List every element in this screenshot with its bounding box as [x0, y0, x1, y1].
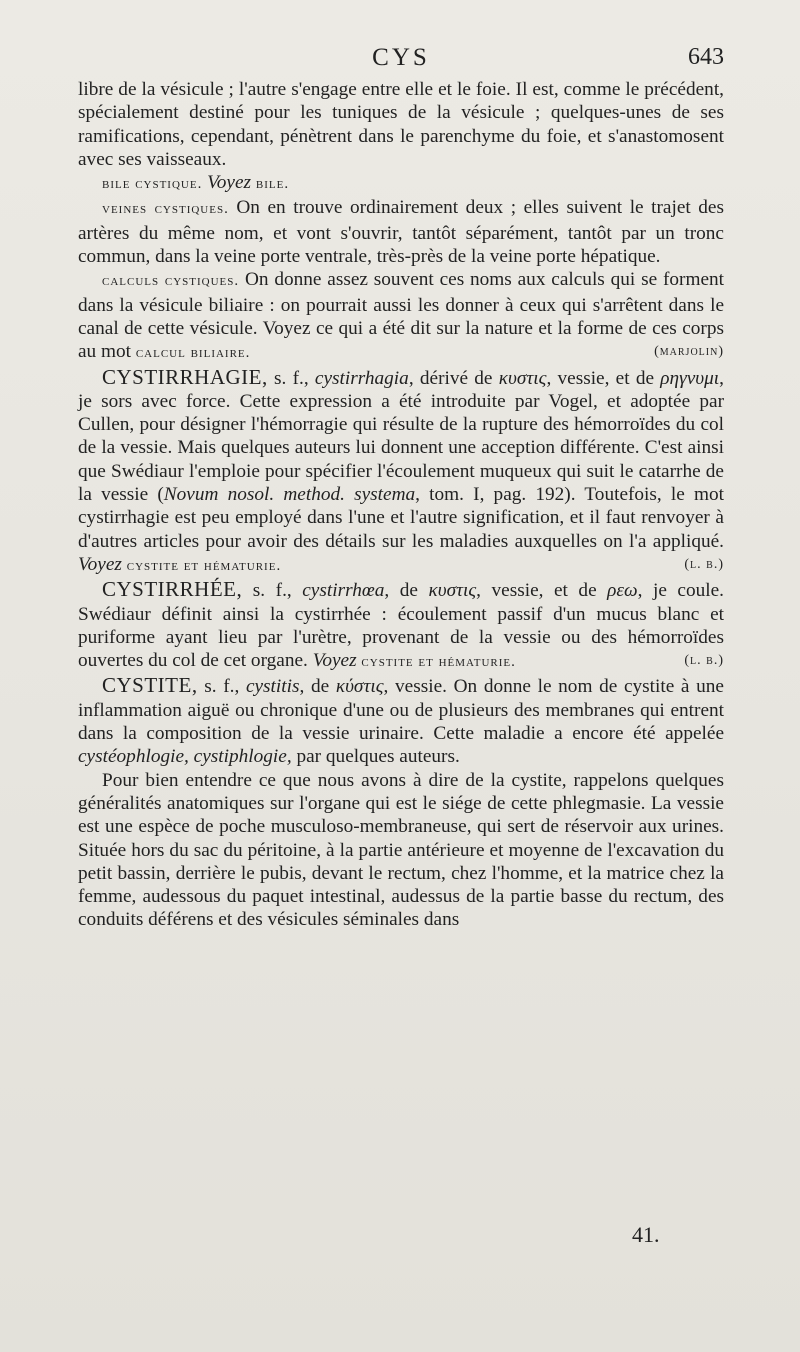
greek-term: ρεω [607, 580, 638, 602]
entry-text: On donne assez souvent ces noms aux calculs qui se forment dans la vésicule biliaire : on pourrait aussi les donner à ceux qui s'arrêtent dans le canal de cette vésicule. Voyez ce qui a été dit sur la nature et la forme de ces corps au mot [78, 269, 724, 363]
entry-term: bile cystique. [102, 176, 203, 193]
greek-term: κύστις [335, 676, 384, 698]
cross-reference: cystite et hématurie. [126, 557, 282, 574]
paragraph-anatomy: Pour bien entendre ce que nous avons à dire de la cystite, rappelons quelques généralités anatomiques sur l'organe qui est le siége de cette phlegmasie. La vessie est une espèce de poche musculoso-membraneuse, qui sert de réservoir aux urines. Située hors du sac du péritoine, à la partie antérieure et moyenne de l'excavation du petit bassin, derrière le pubis, devant le rectum, chez l'homme, et la matrice chez la femme, audessous du paquet intestinal, audessus de la partie basse du rectum, des conduits déférens et des vésicules séminales dans [78, 769, 724, 931]
entry-calculs-cystiques [78, 268, 724, 365]
entry-veines-cystiques [78, 196, 724, 268]
entry-text: , vessie, et de [476, 580, 597, 602]
signature-mark: 41. [632, 1222, 660, 1247]
entry-text: s. f., [204, 676, 240, 698]
greek-term: κυστις [428, 580, 477, 602]
running-head: CYS [372, 44, 430, 71]
entry-cystirrhee [78, 578, 724, 674]
entry-text: , vessie, et de [546, 367, 655, 389]
entry-headword: CYSTITE, [102, 673, 198, 698]
entry-term: calculs cystiques. [102, 273, 240, 290]
greek-term: κυστις [498, 367, 547, 389]
page-number: 643 [688, 44, 724, 70]
author-signature: (l. b.) [684, 653, 724, 669]
voyez-link: Voyez [207, 172, 252, 194]
author-signature: (marjolin) [654, 344, 724, 360]
entry-text: , de [299, 676, 330, 698]
entry-text: , je sors avec force. Cette expression a été introduite par Vogel, et adoptée par Cullen, pour désigner l'hémorragie qui résulte de la rupture des hémorroïdes du col de la vessie. Mais quelques auteurs lui donnent une acception différente. C'est ainsi que Swédiaur l'emploie pour spécifier l'écoulement muqueux qui suit le catarrhe de la vessie ( [78, 367, 724, 506]
body-text [78, 78, 724, 932]
latin-term: cystirrhœa [302, 580, 385, 602]
entry-text: On en trouve ordinairement deux ; elles suivent le trajet des artères du même nom, et vont s'ouvrir, tantôt séparément, tantôt par un tronc commun, dans la veine porte ventrale, très-près de la veine porte hépatique. [78, 197, 724, 268]
entry-text: par quelques auteurs. [296, 746, 460, 768]
cross-reference: cystite et hématurie. [361, 654, 516, 671]
entry-text: , tom. I, pag. 192). Toutefois, le mot cystirrhagie est peu employé dans l'une et l'autre signification, et il faut renvoyer à d'autres articles pour avoir des détails sur les maladies auxquelles on l'a appliqué. [78, 484, 724, 552]
entry-headword: CYSTIRRHÉE, [102, 577, 243, 602]
entry-text: , je coule. Swédiaur définit ainsi la cystirrhée : écoulement passif d'un mucus blanc et puriforme ayant lieu par l'urètre, provenant de la vessie ou des hémorroïdes ouvertes du col de cet organe. [78, 580, 724, 672]
entry-cystite [78, 674, 724, 768]
cross-reference: bile. [255, 176, 290, 193]
latin-term: cystirrhagia [314, 367, 409, 389]
entry-text: , vessie. On donne le nom de cystite à une inflammation aiguë ou chronique d'une ou de plusieurs des membranes qui entrent dans la composition de la vessie urinaire. Cette maladie a encore été appelée [78, 676, 724, 745]
entry-headword: CYSTIRRHAGIE, [102, 364, 268, 389]
latin-term: cystéophlogie, cystiphlogie, [78, 746, 292, 768]
page-header [78, 44, 724, 74]
entry-text: s. f., [252, 580, 292, 602]
author-signature: (l. b.) [684, 556, 724, 572]
cross-reference: calcul biliaire. [135, 345, 251, 362]
entry-bile-cystique [78, 171, 724, 196]
entry-text: , dérivé de [408, 367, 493, 389]
paragraph-vesicule-artery: libre de la vésicule ; l'autre s'engage entre elle et le foie. Il est, comme le précédent, spécialement destiné pour les tuniques de la vésicule ; quelques-unes de ses ramifications, cependant, pénètrent dans le parenchyme du foie, et s'anastomosent avec ses vaisseaux. [78, 79, 724, 170]
greek-term: ρηγνυμι [660, 367, 720, 389]
voyez-link: Voyez [78, 553, 122, 575]
latin-term: cystitis [245, 676, 300, 698]
entry-term: veines cystiques. [102, 201, 229, 218]
book-title: Novum nosol. method. systema [163, 484, 416, 506]
voyez-link: Voyez [312, 650, 357, 672]
entry-cystirrhagie [78, 366, 724, 579]
entry-text: , de [384, 580, 418, 602]
entry-text: s. f., [274, 367, 309, 389]
